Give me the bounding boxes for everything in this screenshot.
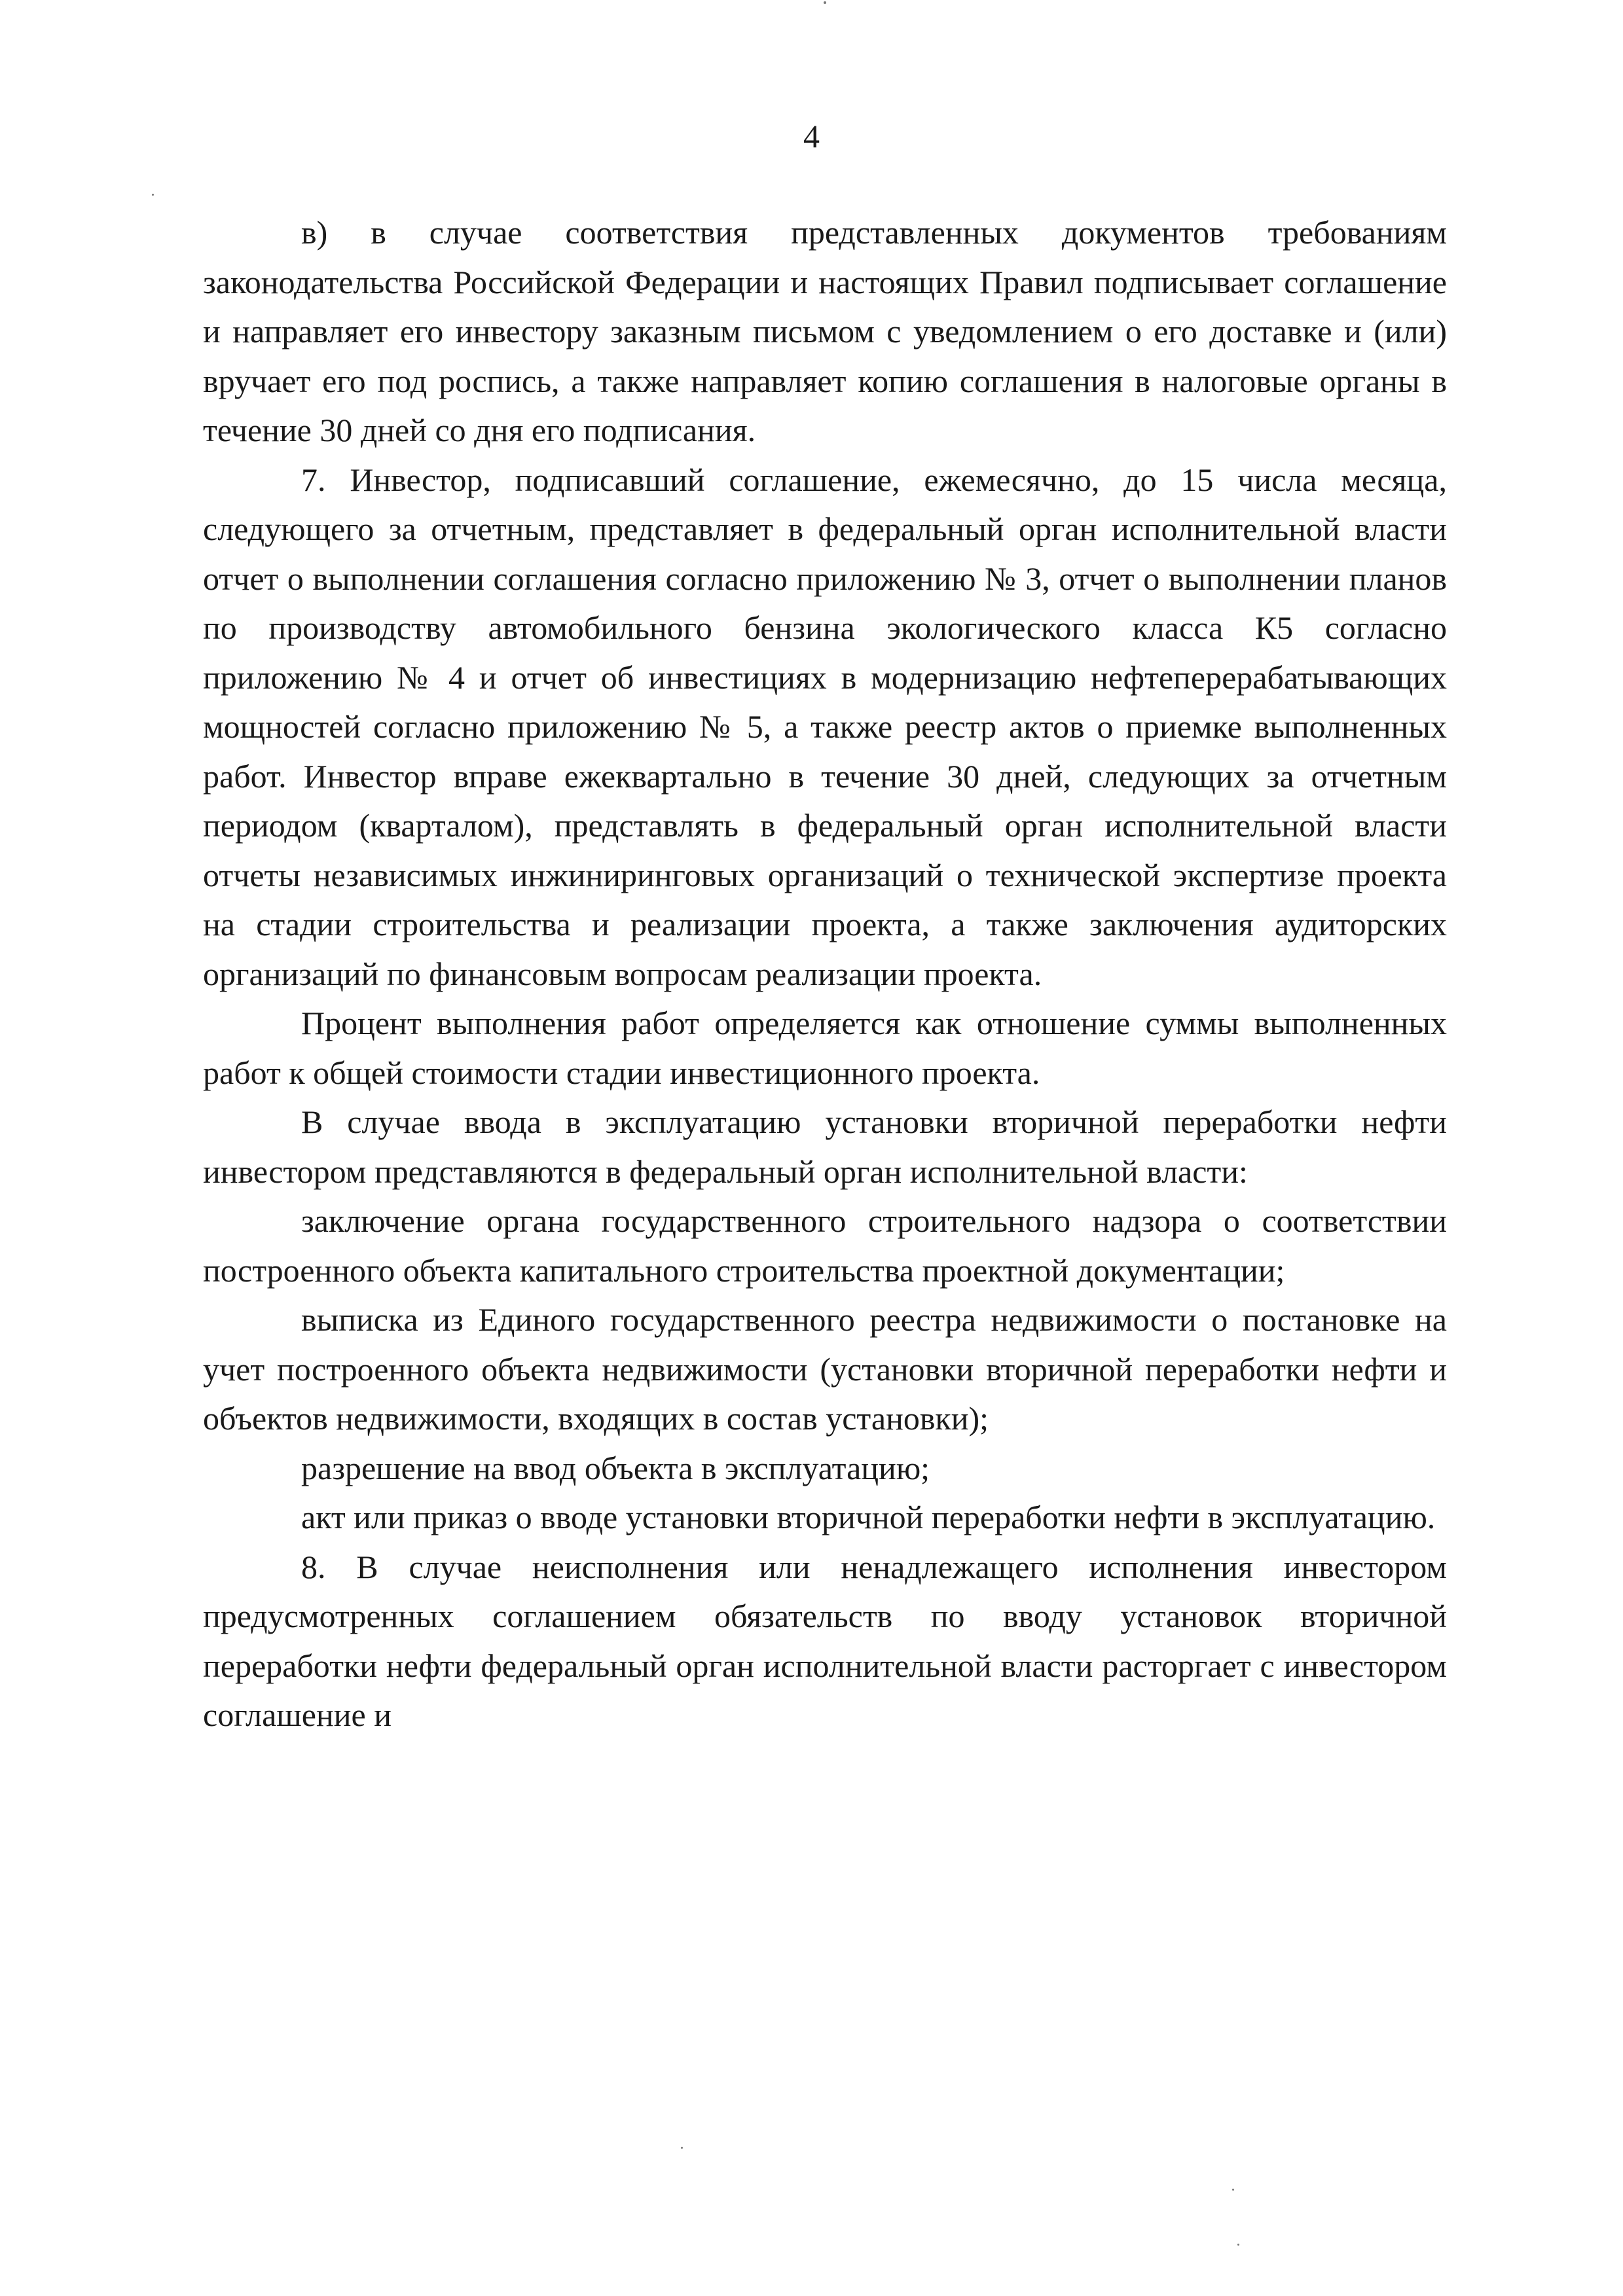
paragraph-6v: в) в случае соответствия представленных документов требованиям законодательства Российской Федерации и настоящих Правил подписывает соглашение и направляет его инвестору заказным письмом с уведомлением о его доставке и (или) вручает его под роспись, а также направляет копию соглашения в налоговые органы в течение 30 дней со дня его подписания. [203,214,1447,448]
paragraph-8: 8. В случае неисполнения или ненадлежащего исполнения инвестором предусмотренных соглашением обязательств по вводу установок вторичной переработки нефти федеральный орган исполнительной власти расторгает с инвестором соглашение и [203,1548,1447,1733]
paragraph-7: 7. Инвестор, подписавший соглашение, ежемесячно, до 15 числа месяца, следующего за отчетным, представляет в федеральный орган исполнительной власти отчет о выполнении соглашения согласно приложению № 3, отчет о выполнении планов по производству автомобильного бензина экологического класса К5 согласно приложению № 4 и отчет об инвестициях в модернизацию нефтеперерабатывающих мощностей согласно приложению № 5, а также реестр актов о приемке выполненных работ. Инвестор вправе ежеквартально в течение 30 дней, следующих за отчетным периодом (кварталом), представлять в федеральный орган исполнительной власти отчеты независимых инжиниринговых организаций о технической экспертизе проекта на стадии строительства и реализации проекта, а также заключения аудиторских организаций по финансовым вопросам реализации проекта. [203,461,1447,992]
scan-speck [152,194,154,196]
document-body [203,208,1447,1740]
scan-speck [1237,2244,1239,2246]
scan-speck [824,1,826,4]
scan-speck [1232,2189,1234,2191]
paragraph-commissioning: В случае ввода в эксплуатацию установки вторичной переработки нефти инвестором представляются в федеральный орган исполнительной власти: [203,1103,1447,1190]
list-item-permit: разрешение на ввод объекта в эксплуатацию; [301,1449,930,1486]
scan-speck [681,2147,683,2149]
list-item-act: акт или приказ о вводе установки вторичной переработки нефти в эксплуатацию. [301,1499,1436,1535]
paragraph-percent: Процент выполнения работ определяется как отношение суммы выполненных работ к общей стоимости стадии инвестиционного проекта. [203,1005,1447,1091]
list-item-registry-extract: выписка из Единого государственного реестра недвижимости о постановке на учет построенного объекта недвижимости (установки вторичной переработки нефти и объектов недвижимости, входящих в состав установки); [203,1301,1447,1437]
page-number: 4 [803,118,820,154]
list-item-conclusion: заключение органа государственного строительного надзора о соответствии построенного объекта капитального строительства проектной документации; [203,1202,1447,1289]
